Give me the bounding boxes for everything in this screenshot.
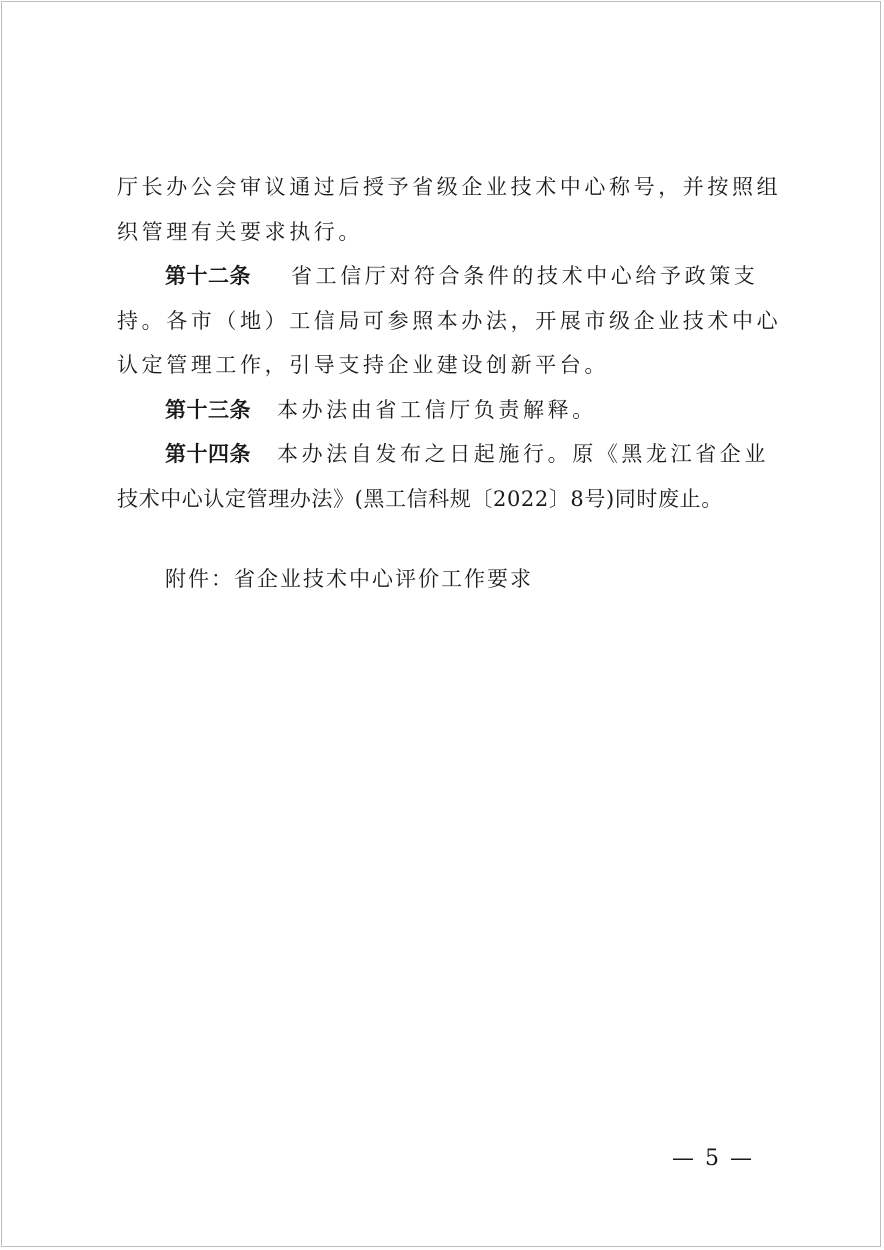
spacer (117, 521, 767, 557)
document-body (117, 165, 782, 601)
attachment-note: 附件：省企业技术中心评价工作要求 (165, 567, 533, 591)
paragraph-line: 织管理有关要求执行。 (117, 219, 363, 244)
article-14-line: 技术中心认定管理办法》(黑工信科规〔2022〕8号)同时废止。 (117, 486, 723, 511)
article-12-heading: 第十二条 (165, 264, 251, 288)
article-14-text: 本办法自发布之日起施行。原《黑龙江省企业 (277, 442, 769, 466)
article-14-heading: 第十四条 (165, 442, 251, 466)
article-12-line: 认定管理工作，引导支持企业建设创新平台。 (117, 353, 609, 377)
article-12-line: 持。各市（地）工信局可参照本办法，开展市级企业技术中心 (117, 308, 782, 333)
article-13-heading: 第十三条 (165, 397, 251, 422)
article-12 (117, 254, 767, 299)
paragraph-line: 厅长办公会审议通过后授予省级企业技术中心称号，并按照组 (117, 175, 782, 199)
article-13-text: 本办法由省工信厅负责解释。 (277, 397, 597, 422)
article-14 (117, 432, 767, 477)
article-13 (117, 388, 767, 433)
page-number: — 5 — (672, 1146, 754, 1171)
article-12-text: 省工信厅对符合条件的技术中心给予政策支 (291, 264, 759, 288)
